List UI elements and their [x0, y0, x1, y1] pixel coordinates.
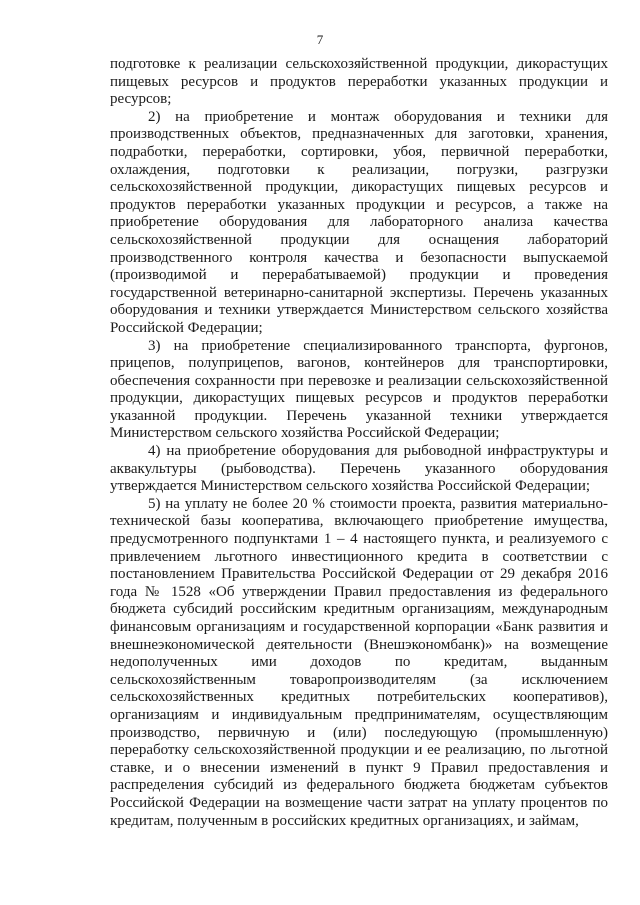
paragraph-item-4: 4) на приобретение оборудования для рыбоводной инфраструктуры и аквакультуры (рыбоводства). Перечень указанного оборудования утверждается Министерством сельского хозяйства Российской Федерации; [110, 443, 608, 495]
page-number: 7 [316, 32, 324, 47]
paragraph-item-2: 2) на приобретение и монтаж оборудования и техники для производственных объектов, предназначенных для заготовки, хранения, подработки, переработки, сортировки, убоя, первичной переработки, охлаждения, подготовки к реализации, погрузки, разгрузки сельскохозяйственной продукции, дикорастущих пищевых ресурсов и продуктов переработки указанных продукции и ресурсов, а также на приобретение оборудования для лабораторного анализа качества сельскохозяйственной продукции для оснащения лабораторий производственного контроля качества и безопасности выпускаемой (производимой и перерабатываемой) продукции и проведения государственной ветеринарно-санитарной экспертизы. Перечень указанных оборудования и техники утверждается Министерством сельского хозяйства Российской Федерации; [110, 108, 608, 336]
document-body [110, 56, 608, 830]
paragraph-item-3: 3) на приобретение специализированного транспорта, фургонов, прицепов, полуприцепов, вагонов, контейнеров для транспортировки, обеспечения сохранности при перевозке и реализации сельскохозяйственной продукции, дикорастущих пищевых ресурсов и продуктов переработки указанной продукции. Перечень указанной техники утверждается Министерством сельского хозяйства Российской Федерации; [110, 337, 608, 442]
paragraph-continuation: подготовке к реализации сельскохозяйственной продукции, дикорастущих пищевых ресурсов и продуктов переработки указанных продукции и ресурсов; [110, 56, 608, 108]
paragraph-item-5: 5) на уплату не более 20 % стоимости проекта, развития материально-технической базы кооператива, включающего приобретение имущества, предусмотренного подпунктами 1 – 4 настоящего пункта, и реализуемого с привлечением льготного инвестиционного кредита в соответствии с постановлением Правительства Российской Федерации от 29 декабря 2016 года № 1528 «Об утверждении Правил предоставления из федерального бюджета субсидий российским кредитным организациям, международным финансовым организациям и государственной корпорации «Банк развития и внешнеэкономической деятельности (Внешэкономбанк)» на возмещение недополученных ими доходов по кредитам, выданным сельскохозяйственным товаропроизводителям (за исключением сельскохозяйственных кредитных потребительских кооперативов), организациям и индивидуальным предпринимателям, осуществляющим производство, первичную и (или) последующую (промышленную) переработку сельскохозяйственной продукции и ее реализацию, по льготной ставке, и о внесении изменений в пункт 9 Правил предоставления и распределения субсидий из федерального бюджета бюджетам субъектов Российской Федерации на возмещение части затрат на уплату процентов по кредитам, полученным в российских кредитных организациях, и займам, [110, 495, 608, 829]
